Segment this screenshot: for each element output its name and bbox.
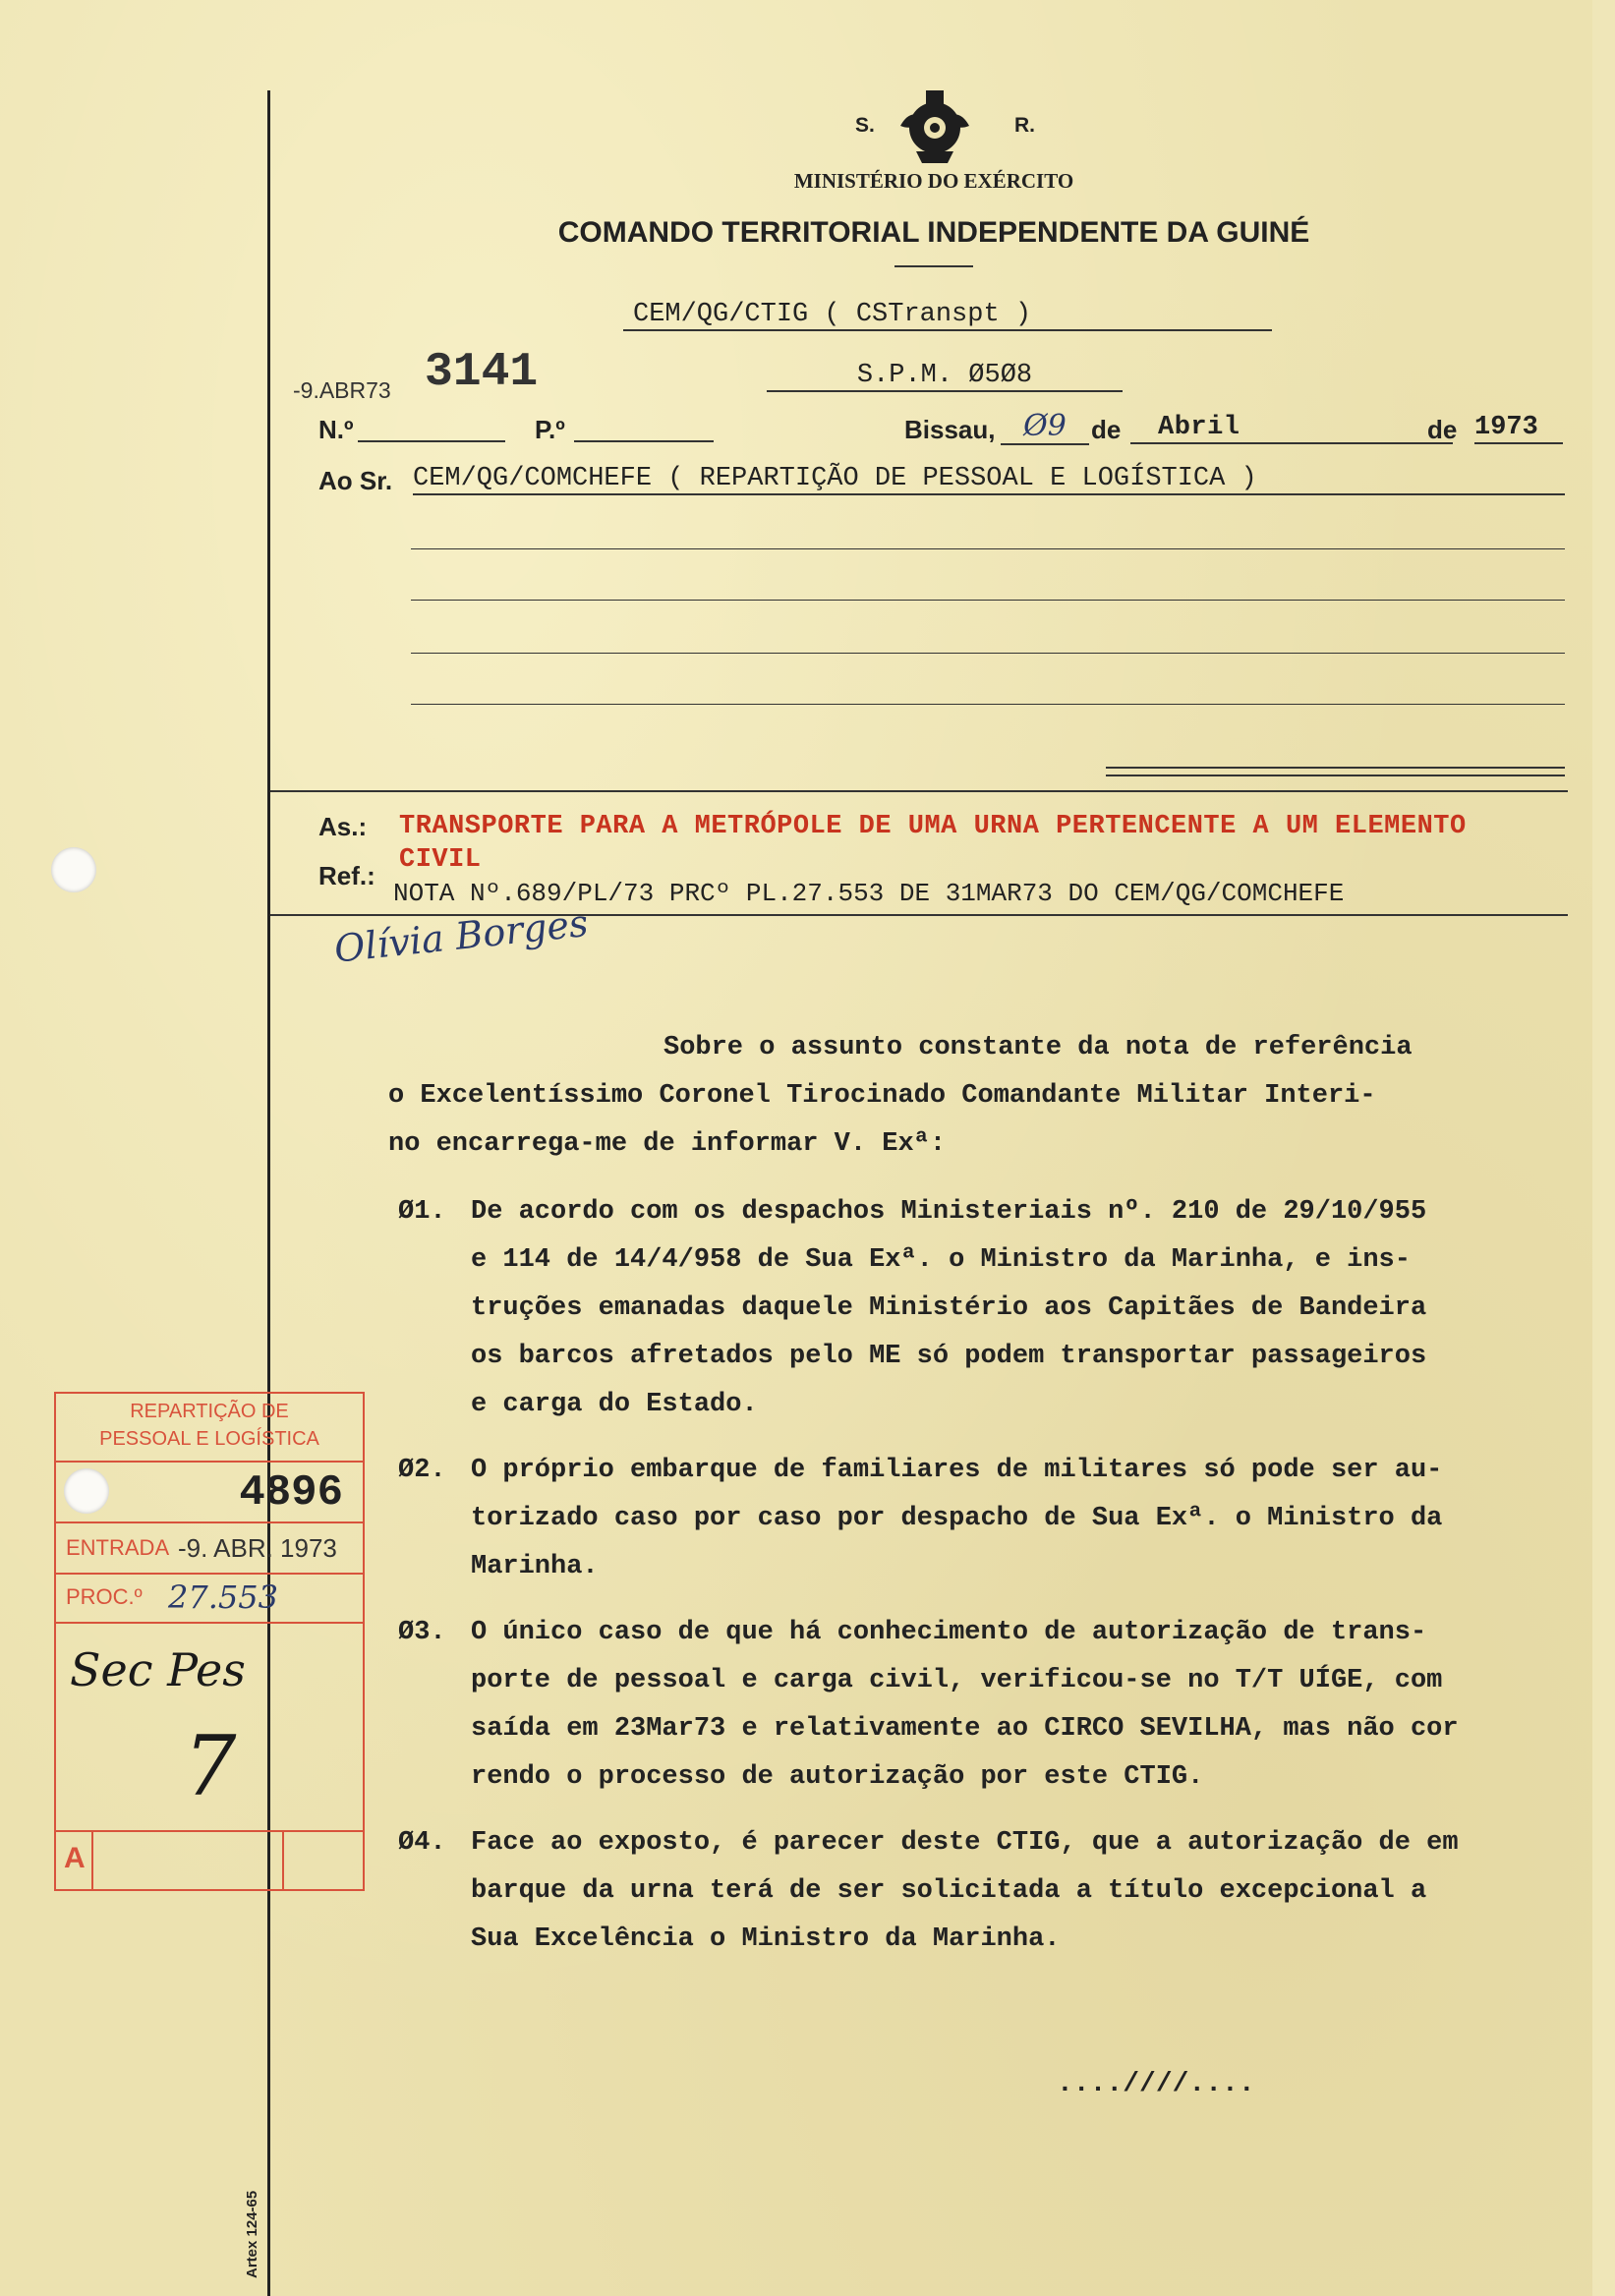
subject-label: As.: [318,812,368,841]
received-date-stamp: -9.ABR73 [293,377,391,403]
item-2-line-3: Marinha. [471,1552,599,1581]
month-field: Abril [1130,413,1453,444]
year-field: 1973 [1474,413,1563,444]
stamp-cell-divider-2 [282,1832,284,1889]
subject-separator [270,790,1568,792]
process-label: P.º [535,415,565,444]
reception-stamp [54,1392,365,1891]
printer-mark: Artex 124-65 [244,2190,260,2278]
intro-line-1: Sobre o assunto constante da nota de referência [663,1033,1413,1062]
stamp-entrada-row [56,1521,363,1573]
command-title: COMANDO TERRITORIAL INDEPENDENTE DA GUINÉ [557,216,1310,249]
item-1-line-3: truções emanadas daquele Ministério aos Capitães de Bandeira [471,1293,1427,1323]
spm-line: S.P.M. Ø5Ø8 [767,361,1123,392]
day-field: Ø9 [1001,409,1089,445]
item-1-line-5: e carga do Estado. [471,1390,758,1419]
r-letter: R. [1014,114,1035,137]
stamp-letter-row [56,1830,363,1889]
subject-line-1: TRANSPORTE PARA A METRÓPOLE DE UMA URNA PERTENCENTE A UM ELEMENTO [399,812,1467,841]
address-line-3 [411,600,1565,601]
closing-mark: ....////.... [1057,2069,1255,2099]
stamp-title: REPARTIÇÃO DE PESSOAL E LOGÍSTICA [99,1401,319,1450]
number-label: N.º [318,415,354,444]
address-line-4 [411,653,1565,654]
registration-number: 3141 [425,346,539,399]
title-divider [894,265,973,267]
letter-body [388,1024,1548,1964]
handwritten-name: Olívia Borges [332,900,591,971]
entrada-label: ENTRADA [66,1535,170,1560]
stamp-number: 4896 [239,1468,343,1518]
entrada-date: -9. ABR. 1973 [178,1533,337,1563]
item-1-line-1: De acordo com os despachos Ministeriais nº. 210 de 29/10/955 [471,1197,1427,1227]
item-3-number: Ø3. [398,1618,446,1647]
item-2-line-2: torizado caso por caso por despacho de Sua Exª. o Ministro da [471,1504,1443,1533]
item-1-line-2: e 114 de 14/4/958 de Sua Exª. o Ministro da Marinha, e ins- [471,1245,1411,1275]
separator-short-2 [1106,775,1565,776]
stamp-cell-divider-1 [91,1832,93,1889]
item-4-line-1: Face ao exposto, é parecer deste CTIG, que a autorização de em [471,1828,1459,1858]
recipient-label: Ao Sr. [318,466,393,495]
de-label-2: de [1427,415,1458,444]
item-3-line-2: porte de pessoal e carga civil, verificou-se no T/T UÍGE, com [471,1666,1443,1695]
item-1-line-4: os barcos afretados pelo ME só podem transportar passageiros [471,1342,1427,1371]
s-letter: S. [855,114,875,137]
stamp-number-row [56,1461,363,1521]
bissau-label: Bissau, [904,415,996,444]
address-line-2 [411,548,1565,549]
item-2 [398,1447,1548,1591]
stamp-proc-row [56,1573,363,1622]
item-1-number: Ø1. [398,1197,446,1227]
reference-label: Ref.: [318,861,375,890]
proc-label: PROC.º [66,1584,143,1609]
item-4-line-3: Sua Excelência o Ministro da Marinha. [471,1924,1061,1954]
separator-short-1 [1106,767,1565,769]
address-line-5 [411,704,1565,705]
item-2-number: Ø2. [398,1456,446,1485]
stamp-handwritten-note: Sec Pes [70,1643,246,1696]
stamp-notes-row [56,1622,363,1830]
item-1 [398,1188,1548,1429]
proc-value: 27.553 [168,1578,278,1616]
intro-line-3: no encarrega-me de informar V. Exª: [388,1129,947,1159]
item-3 [398,1609,1548,1802]
process-field [574,440,714,442]
item-2-line-1: O próprio embarque de familiares de militares só pode ser au- [471,1456,1443,1485]
item-4 [398,1819,1548,1964]
item-4-number: Ø4. [398,1828,446,1858]
intro-line-2: o Excelentíssimo Coronel Tirocinado Comandante Militar Interi- [388,1081,1376,1111]
margin-rule [267,90,270,2296]
reference-text: NOTA Nº.689/PL/73 PRCº PL.27.553 DE 31MAR73 DO CEM/QG/COMCHEFE [393,879,1345,908]
ministry-title: MINISTÉRIO DO EXÉRCITO [793,169,1074,193]
number-field [358,440,505,442]
origin-line: CEM/QG/CTIG ( CSTranspt ) [623,300,1272,331]
item-3-line-3: saída em 23Mar73 e relativamente ao CIRCO SEVILHA, mas não cor [471,1714,1459,1744]
coat-of-arms-icon [896,86,973,165]
de-label-1: de [1091,415,1122,444]
item-3-line-1: O único caso de que há conhecimento de autorização de trans- [471,1618,1427,1647]
stamp-letter: A [64,1842,86,1874]
item-4-line-2: barque da urna terá de ser solicitada a título excepcional a [471,1876,1427,1906]
item-3-line-4: rendo o processo de autorização por este CTIG. [471,1762,1204,1792]
punch-hole-top [51,847,96,892]
stamp-handwritten-mark: 7 [184,1718,237,1814]
recipient-field: CEM/QG/COMCHEFE ( REPARTIÇÃO DE PESSOAL E LOGÍSTICA ) [413,464,1565,495]
subject-line-2: CIVIL [399,845,482,875]
